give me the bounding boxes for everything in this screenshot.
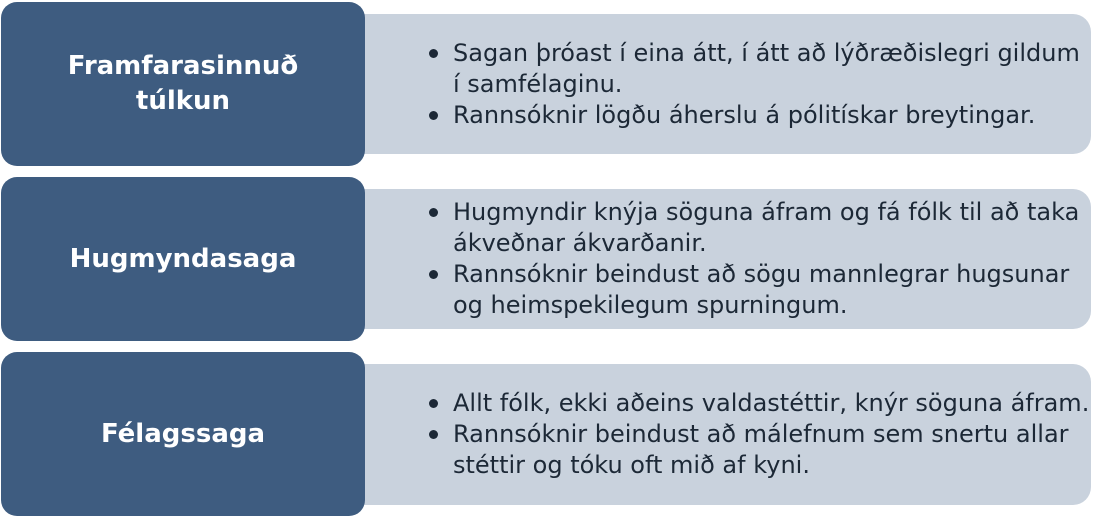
approach-bullet-list <box>426 197 1091 321</box>
approach-bullet-list <box>426 388 1091 481</box>
approach-description-box <box>330 189 1091 329</box>
approach-row-history-of-ideas <box>0 177 1094 341</box>
bullet-icon <box>429 208 438 217</box>
approach-label-box <box>1 177 365 341</box>
bullet-item <box>426 419 1091 481</box>
bullet-icon <box>429 430 438 439</box>
bullet-item <box>426 388 1091 419</box>
bullet-icon <box>429 111 438 120</box>
approach-label-box <box>1 352 365 516</box>
bullet-item <box>426 38 1091 100</box>
approach-row-progressive <box>0 2 1094 166</box>
approach-label: Hugmyndasaga <box>69 243 297 274</box>
bullet-text: Rannsóknir beindust að málefnum sem snertu allar stéttir og tóku oft mið af kyni. <box>453 420 1069 479</box>
approach-label: Félagssaga <box>100 418 266 449</box>
bullet-item <box>426 100 1091 131</box>
bullet-icon <box>429 399 438 408</box>
bullet-text: Rannsóknir lögðu áherslu á pólitískar breytingar. <box>453 100 1036 129</box>
approach-row-social-history <box>0 352 1094 517</box>
bullet-text: Allt fólk, ekki aðeins valdastéttir, knýr söguna áfram. <box>453 389 1090 417</box>
bullet-text: Sagan þróast í eina átt, í átt að lýðræðislegri gildum í samfélaginu. <box>453 38 1080 98</box>
approach-bullet-list <box>426 38 1091 131</box>
bullet-text: Rannsóknir beindust að sögu mannlegrar hugsunar og heimspekilegum spurningum. <box>453 260 1070 319</box>
approach-description-box <box>330 364 1091 505</box>
approach-label-box <box>1 2 365 166</box>
bullet-item <box>426 197 1091 259</box>
bullet-item <box>426 259 1091 321</box>
approach-label: Framfarasinnuð túlkun <box>67 51 299 116</box>
bullet-icon <box>429 49 438 58</box>
approach-description-box <box>330 14 1091 154</box>
bullet-icon <box>429 270 438 279</box>
bullet-text: Hugmyndir knýja söguna áfram og fá fólk til að taka ákveðnar ákvarðanir. <box>453 198 1080 257</box>
